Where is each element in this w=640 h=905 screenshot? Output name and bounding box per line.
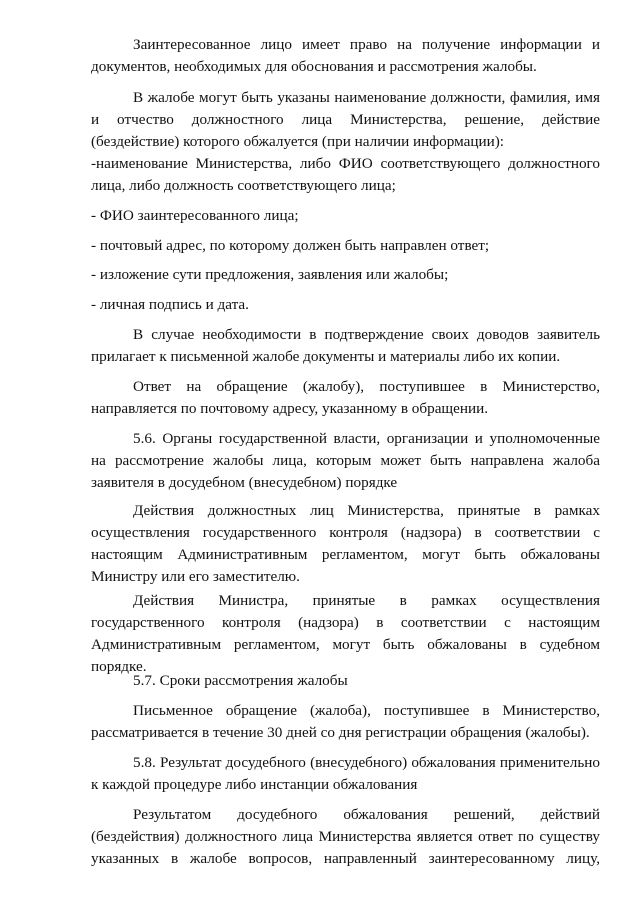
section-5-6-heading: 5.6. Органы государственной власти, организации и уполномоченные на рассмотрение жалобы лица, которым может быть направлена жалоба заявителя в досудебном (внесудебном) порядке — [91, 430, 600, 491]
paragraph-complaint-contents: В жалобе могут быть указаны наименование должности, фамилия, имя и отчество должностного лица Министерства, решение, действие (бездействие) которого обжалуется (при наличии информации): — [91, 89, 600, 150]
list-item-signature-date: - личная подпись и дата. — [91, 296, 249, 313]
paragraph-officials-actions: Действия должностных лиц Министерства, принятые в рамках осуществления государственного контроля (надзора) в соответствии с настоящим Административным регламентом, могут быть обжалованы Министру или его заместителю. — [91, 502, 600, 585]
paragraph-response-delivery: Ответ на обращение (жалобу), поступившее в Министерство, направляется по почтовому адресу, указанному в обращении. — [91, 378, 600, 417]
list-item-ministry-name: -наименование Министерства, либо ФИО соответствующего должностного лица, либо должность соответствующего лица; — [91, 155, 600, 194]
paragraph-right-to-information: Заинтересованное лицо имеет право на получение информации и документов, необходимых для обоснования и рассмотрения жалобы. — [91, 36, 600, 75]
list-item-postal-address: - почтовый адрес, по которому должен быть направлен ответ; — [91, 237, 490, 254]
paragraph-supporting-documents: В случае необходимости в подтверждение своих доводов заявитель прилагает к письменной жалобе документы и материалы либо их копии. — [91, 326, 600, 365]
paragraph-review-period: Письменное обращение (жалоба), поступившее в Министерство, рассматривается в течение 30 дней со дня регистрации обращения (жалобы). — [91, 702, 600, 741]
list-item-applicant-name: - ФИО заинтересованного лица; — [91, 207, 299, 224]
section-5-7-heading: 5.7. Сроки рассмотрения жалобы — [133, 672, 348, 689]
list-item-complaint-essence: - изложение сути предложения, заявления или жалобы; — [91, 266, 449, 283]
paragraph-minister-actions: Действия Министра, принятые в рамках осуществления государственного контроля (надзора) в соответствии с настоящим Административным регламентом, могут быть обжалованы в судебном порядке. — [91, 592, 600, 675]
paragraph-appeal-result: Результатом досудебного обжалования решений, действий (бездействия) должностного лица Министерства является ответ по существу указанных в жалобе вопросов, направленный заинтересованному лицу, — [91, 806, 600, 867]
section-5-8-heading: 5.8. Результат досудебного (внесудебного) обжалования применительно к каждой процедуре либо инстанции обжалования — [91, 754, 600, 793]
